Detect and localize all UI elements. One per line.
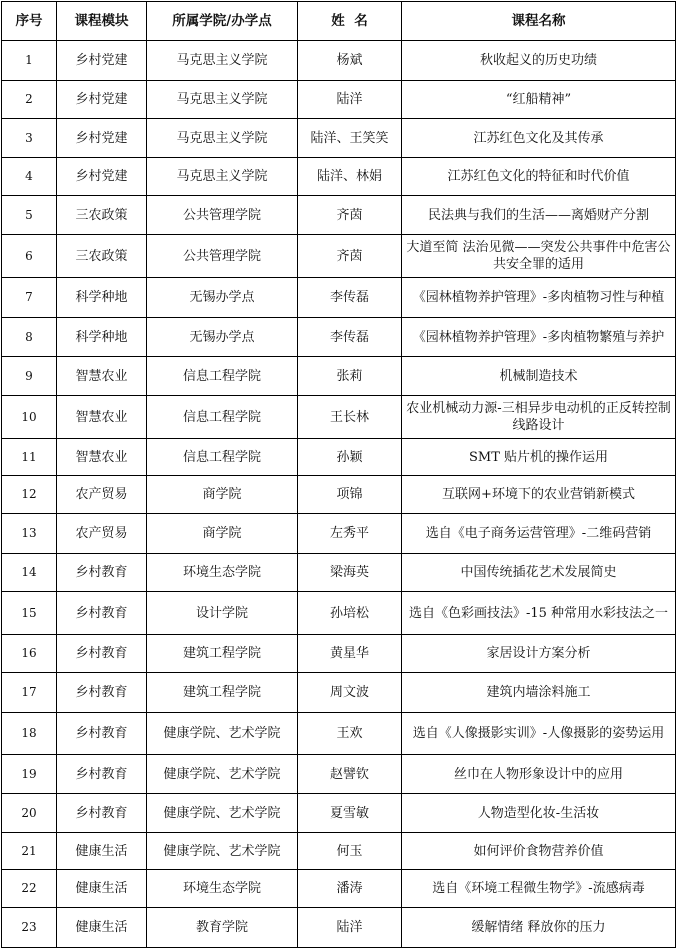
cell-module: 农产贸易: [57, 476, 147, 514]
cell-name: 陆洋: [298, 908, 402, 948]
cell-module: 乡村党建: [57, 158, 147, 196]
cell-college: 商学院: [147, 514, 298, 554]
table-row: [2, 41, 676, 81]
cell-index: 20: [2, 794, 57, 833]
cell-course: 机械制造技术: [402, 357, 676, 396]
cell-module: 科学种地: [57, 318, 147, 357]
cell-college: 公共管理学院: [147, 196, 298, 235]
table-row: [2, 755, 676, 794]
table-row: [2, 554, 676, 592]
cell-college: 马克思主义学院: [147, 81, 298, 119]
cell-index: 23: [2, 908, 57, 948]
cell-module: 乡村教育: [57, 554, 147, 592]
cell-college: 马克思主义学院: [147, 119, 298, 158]
table-row: [2, 396, 676, 439]
cell-name: 李传磊: [298, 278, 402, 318]
cell-module: 智慧农业: [57, 357, 147, 396]
cell-course: 如何评价食物营养价值: [402, 833, 676, 870]
table-row: [2, 81, 676, 119]
cell-course: 互联网+环境下的农业营销新模式: [402, 476, 676, 514]
cell-course: 人物造型化妆-生活妆: [402, 794, 676, 833]
cell-course: 江苏红色文化的特征和时代价值: [402, 158, 676, 196]
table-body: [2, 41, 676, 948]
cell-course: 民法典与我们的生活——离婚财产分割: [402, 196, 676, 235]
cell-module: 智慧农业: [57, 396, 147, 439]
cell-index: 5: [2, 196, 57, 235]
cell-course: 缓解情绪 释放你的压力: [402, 908, 676, 948]
cell-module: 乡村党建: [57, 41, 147, 81]
cell-index: 2: [2, 81, 57, 119]
cell-college: 无锡办学点: [147, 318, 298, 357]
cell-course: 《园林植物养护管理》-多肉植物繁殖与养护: [402, 318, 676, 357]
cell-name: 齐茵: [298, 196, 402, 235]
cell-name: 赵譬钦: [298, 755, 402, 794]
cell-course: 大道至简 法治见微——突发公共事件中危害公共安全罪的适用: [402, 235, 676, 278]
cell-college: 信息工程学院: [147, 357, 298, 396]
header-row: [2, 2, 676, 41]
cell-index: 11: [2, 439, 57, 476]
cell-module: 乡村党建: [57, 119, 147, 158]
course-table-container: [1, 1, 676, 948]
cell-college: 健康学院、艺术学院: [147, 833, 298, 870]
table-row: [2, 514, 676, 554]
cell-module: 健康生活: [57, 870, 147, 908]
cell-index: 6: [2, 235, 57, 278]
cell-college: 健康学院、艺术学院: [147, 755, 298, 794]
cell-college: 商学院: [147, 476, 298, 514]
cell-name: 王长林: [298, 396, 402, 439]
cell-index: 12: [2, 476, 57, 514]
cell-name: 孙培松: [298, 592, 402, 635]
cell-index: 10: [2, 396, 57, 439]
table-row: [2, 158, 676, 196]
cell-module: 乡村教育: [57, 755, 147, 794]
cell-college: 健康学院、艺术学院: [147, 794, 298, 833]
table-row: [2, 119, 676, 158]
cell-course: 选自《环境工程微生物学》-流感病毒: [402, 870, 676, 908]
cell-module: 乡村教育: [57, 635, 147, 673]
cell-name: 何玉: [298, 833, 402, 870]
cell-college: 信息工程学院: [147, 439, 298, 476]
cell-name: 潘涛: [298, 870, 402, 908]
cell-index: 1: [2, 41, 57, 81]
table-row: [2, 833, 676, 870]
cell-module: 科学种地: [57, 278, 147, 318]
cell-college: 无锡办学点: [147, 278, 298, 318]
cell-index: 16: [2, 635, 57, 673]
table-row: [2, 476, 676, 514]
cell-name: 陆洋、林娟: [298, 158, 402, 196]
cell-course: 农业机械动力源-三相异步电动机的正反转控制线路设计: [402, 396, 676, 439]
cell-index: 8: [2, 318, 57, 357]
cell-college: 健康学院、艺术学院: [147, 713, 298, 755]
cell-name: 王欢: [298, 713, 402, 755]
cell-index: 22: [2, 870, 57, 908]
cell-name: 杨斌: [298, 41, 402, 81]
cell-index: 4: [2, 158, 57, 196]
table-row: [2, 713, 676, 755]
cell-index: 3: [2, 119, 57, 158]
cell-module: 乡村教育: [57, 794, 147, 833]
cell-name: 陆洋: [298, 81, 402, 119]
header-index: 序号: [2, 2, 57, 41]
table-row: [2, 870, 676, 908]
cell-module: 智慧农业: [57, 439, 147, 476]
table-row: [2, 592, 676, 635]
cell-course: 丝巾在人物形象设计中的应用: [402, 755, 676, 794]
cell-college: 教育学院: [147, 908, 298, 948]
cell-name: 齐茵: [298, 235, 402, 278]
cell-course: “红船精神”: [402, 81, 676, 119]
cell-course: SMT 贴片机的操作运用: [402, 439, 676, 476]
cell-index: 18: [2, 713, 57, 755]
cell-course: 选自《色彩画技法》-15 种常用水彩技法之一: [402, 592, 676, 635]
cell-name: 张莉: [298, 357, 402, 396]
table-row: [2, 439, 676, 476]
cell-index: 13: [2, 514, 57, 554]
cell-module: 健康生活: [57, 908, 147, 948]
cell-module: 乡村教育: [57, 592, 147, 635]
cell-college: 信息工程学院: [147, 396, 298, 439]
table-row: [2, 235, 676, 278]
cell-college: 建筑工程学院: [147, 635, 298, 673]
cell-college: 建筑工程学院: [147, 673, 298, 713]
cell-module: 乡村党建: [57, 81, 147, 119]
cell-index: 19: [2, 755, 57, 794]
header-name: 姓 名: [298, 2, 402, 41]
table-header: [2, 2, 676, 41]
table-row: [2, 908, 676, 948]
header-course: 课程名称: [402, 2, 676, 41]
cell-module: 三农政策: [57, 196, 147, 235]
cell-course: 选自《人像摄影实训》-人像摄影的姿势运用: [402, 713, 676, 755]
table-row: [2, 673, 676, 713]
cell-module: 三农政策: [57, 235, 147, 278]
table-row: [2, 635, 676, 673]
cell-course: 秋收起义的历史功绩: [402, 41, 676, 81]
cell-index: 14: [2, 554, 57, 592]
cell-index: 17: [2, 673, 57, 713]
table-row: [2, 196, 676, 235]
cell-name: 左秀平: [298, 514, 402, 554]
table-row: [2, 794, 676, 833]
cell-name: 李传磊: [298, 318, 402, 357]
cell-name: 黄星华: [298, 635, 402, 673]
table-row: [2, 278, 676, 318]
cell-course: 《园林植物养护管理》-多肉植物习性与种植: [402, 278, 676, 318]
cell-name: 孙颖: [298, 439, 402, 476]
cell-college: 设计学院: [147, 592, 298, 635]
cell-module: 健康生活: [57, 833, 147, 870]
cell-name: 夏雪敏: [298, 794, 402, 833]
cell-index: 15: [2, 592, 57, 635]
header-module: 课程模块: [57, 2, 147, 41]
cell-course: 江苏红色文化及其传承: [402, 119, 676, 158]
cell-course: 中国传统插花艺术发展简史: [402, 554, 676, 592]
cell-college: 公共管理学院: [147, 235, 298, 278]
cell-module: 乡村教育: [57, 673, 147, 713]
cell-course: 选自《电子商务运营管理》-二维码营销: [402, 514, 676, 554]
cell-index: 9: [2, 357, 57, 396]
cell-index: 7: [2, 278, 57, 318]
header-college: 所属学院/办学点: [147, 2, 298, 41]
table-row: [2, 318, 676, 357]
cell-college: 环境生态学院: [147, 870, 298, 908]
cell-name: 周文波: [298, 673, 402, 713]
table-row: [2, 357, 676, 396]
cell-college: 马克思主义学院: [147, 158, 298, 196]
cell-course: 家居设计方案分析: [402, 635, 676, 673]
cell-module: 乡村教育: [57, 713, 147, 755]
cell-name: 项锦: [298, 476, 402, 514]
cell-module: 农产贸易: [57, 514, 147, 554]
cell-name: 陆洋、王笑笑: [298, 119, 402, 158]
cell-index: 21: [2, 833, 57, 870]
cell-course: 建筑内墙涂料施工: [402, 673, 676, 713]
cell-name: 梁海英: [298, 554, 402, 592]
course-table: [1, 1, 676, 948]
cell-college: 马克思主义学院: [147, 41, 298, 81]
cell-college: 环境生态学院: [147, 554, 298, 592]
